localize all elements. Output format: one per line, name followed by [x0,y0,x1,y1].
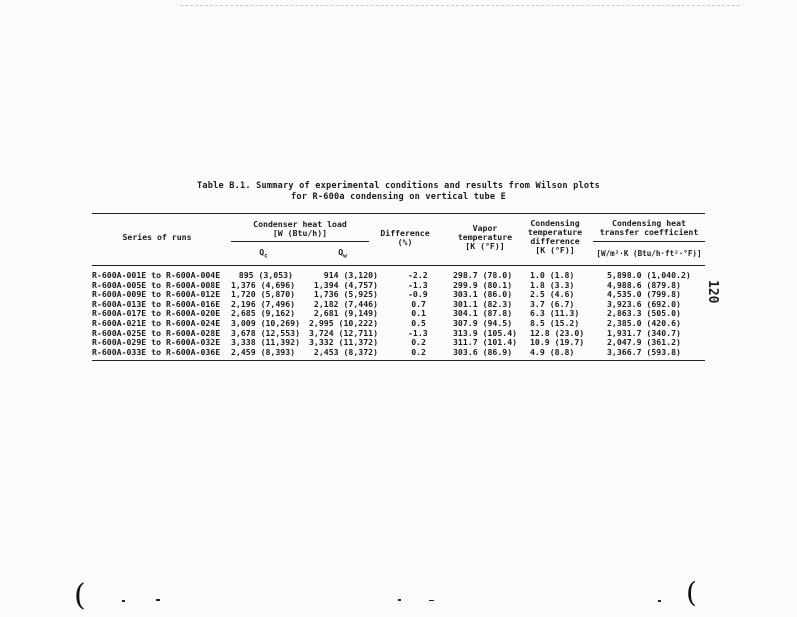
header-difference [375,229,435,247]
binding-mark-right-icon: ( [686,576,697,609]
cell-htc: 1,931.7 (340.7) [607,327,681,338]
scan-top-edge [180,5,740,6]
header-heat-load-units: [W (Btu/h)] [272,228,328,238]
cell-htc: 4,535.0 (799.8) [607,289,681,300]
cell-qc: 3,678 (12,553) [231,327,301,338]
table-caption-subtitle: for R-600a condensing on vertical tube E [291,192,506,202]
cell-qc: 3,009 (10,269) [231,318,301,328]
header-qc-subscript: c [264,252,268,260]
cell-qc: 1,376 (4,696) [231,279,296,290]
cell-series: R-600A-017E to R-600A-020E [92,308,221,319]
cell-cond: 10.9 (19.7) [530,337,585,348]
cell-series: R-600A-021E to R-600A-024E [92,318,221,328]
cell-cond: 6.3 (11.3) [530,308,580,319]
cell-diff: 0.2 [411,346,426,357]
page-number: 120 [705,280,720,304]
scan-speck-icon [429,600,434,601]
table-top-rule [92,213,705,214]
cell-series: R-600A-013E to R-600A-016E [92,298,221,309]
scan-speck-icon [658,600,661,602]
cell-diff: -0.9 [408,289,428,300]
cell-htc: 2,047.9 (361.2) [607,337,681,348]
cell-vapor: 313.9 (105.4) [453,327,518,338]
cell-qw: 2,995 (10,222) [308,318,378,328]
cell-htc: 3,923.6 (692.0) [607,298,681,309]
cell-qw: 914 (3,120) [323,270,378,280]
scan-speck-icon [156,599,160,601]
cell-cond: 12.8 (23.0) [530,327,585,338]
cell-diff: 0.1 [411,308,426,319]
cell-qc: 2,459 (8,393) [231,346,296,357]
cell-qc: 3,338 (11,392) [231,337,301,348]
cell-qc: 2,196 (7,496) [231,298,296,309]
cell-qw: 1,394 (4,757) [313,279,378,290]
header-htc-line1: Condensing heat [612,218,686,228]
cell-qc: 1,720 (5,870) [231,289,296,300]
cell-diff: -1.3 [408,279,428,290]
cell-vapor: 311.7 (101.4) [453,337,518,348]
table-caption: Table B.1. Summary of experimental conditions and results from Wilson plots [196,181,601,191]
header-heat-load-label: Condenser heat load [253,219,347,229]
cell-cond: 8.5 (15.2) [530,318,580,328]
cell-series: R-600A-033E to R-600A-036E [92,346,221,357]
header-vapor-line2: temperature [457,232,513,242]
cell-qw: 3,332 (11,372) [308,337,378,348]
cell-vapor: 299.9 (80.1) [453,279,513,290]
header-qc-symbol: Q [259,247,265,257]
cell-vapor: 298.7 (78.0) [453,270,513,280]
cell-vapor: 307.9 (94.5) [453,318,513,328]
cell-series: R-600A-001E to R-600A-004E [92,270,221,280]
cell-series: R-600A-025E to R-600A-028E [92,327,221,338]
cell-vapor: 301.1 (82.3) [453,298,513,309]
header-cond-line2: temperature [527,227,583,237]
scan-speck-icon [398,599,401,601]
header-vapor-line1: Vapor [472,223,498,233]
header-cond-line1: Condensing [530,218,580,228]
cell-htc: 2,863.3 (505.0) [607,308,681,319]
cell-vapor: 303.6 (86.9) [453,346,513,357]
header-series: Series of runs [122,232,192,242]
cell-cond: 2.5 (4.6) [530,289,575,300]
cell-diff: 0.7 [411,298,426,309]
header-htc-units: [W/m²·K (Btu/h·ft²·°F)] [596,249,702,258]
header-cond-line4: [K (°F)] [535,245,575,255]
header-heat-load [231,220,369,238]
heat-load-underline [231,241,369,242]
cell-qw: 2,453 (8,372) [313,346,378,357]
cell-diff: -2.2 [408,270,428,280]
cell-htc: 4,988.6 (879.8) [607,279,681,290]
header-vapor-temperature [450,224,520,251]
cell-qw: 1,736 (5,925) [313,289,378,300]
cell-cond: 3.7 (6.7) [530,298,575,309]
cell-qc: 2,685 (9,162) [231,308,296,319]
table-bottom-rule [92,360,705,361]
header-difference-units: (%) [397,237,413,247]
cell-series: R-600A-005E to R-600A-008E [92,279,221,290]
cell-htc: 5,898.0 (1,040.2) [607,270,691,280]
cell-series: R-600A-029E to R-600A-032E [92,337,221,348]
header-bottom-rule [92,265,705,266]
header-difference-label: Difference [380,228,430,238]
cell-series: R-600A-009E to R-600A-012E [92,289,221,300]
cell-cond: 4.9 (8.8) [530,346,575,357]
cell-diff: 0.5 [411,318,426,328]
cell-cond: 1.0 (1.8) [530,270,575,280]
header-htc [593,219,705,237]
cell-diff: -1.3 [408,327,428,338]
header-vapor-line3: [K (°F)] [465,241,505,251]
htc-underline [593,241,705,242]
cell-qw: 3,724 (12,711) [308,327,378,338]
binding-mark-left-icon: ( [74,578,86,613]
cell-qc: 895 (3,053) [238,270,293,280]
header-htc-line2: transfer coefficient [599,227,699,237]
cell-cond: 1.8 (3.3) [530,279,575,290]
header-condensing-temp-diff [520,219,590,255]
header-cond-line3: difference [530,236,580,246]
header-qc [231,248,296,261]
header-qw-subscript: w [343,252,347,260]
cell-qw: 2,681 (9,149) [313,308,378,319]
cell-htc: 2,385.0 (420.6) [607,318,681,328]
cell-diff: 0.2 [411,337,426,348]
scan-speck-icon [122,600,125,602]
cell-qw: 2,182 (7,446) [313,298,378,309]
header-qw [310,248,375,261]
header-qw-symbol: Q [338,247,344,257]
cell-vapor: 303.1 (86.0) [453,289,513,300]
cell-htc: 3,366.7 (593.8) [607,346,681,357]
cell-vapor: 304.1 (87.8) [453,308,513,319]
